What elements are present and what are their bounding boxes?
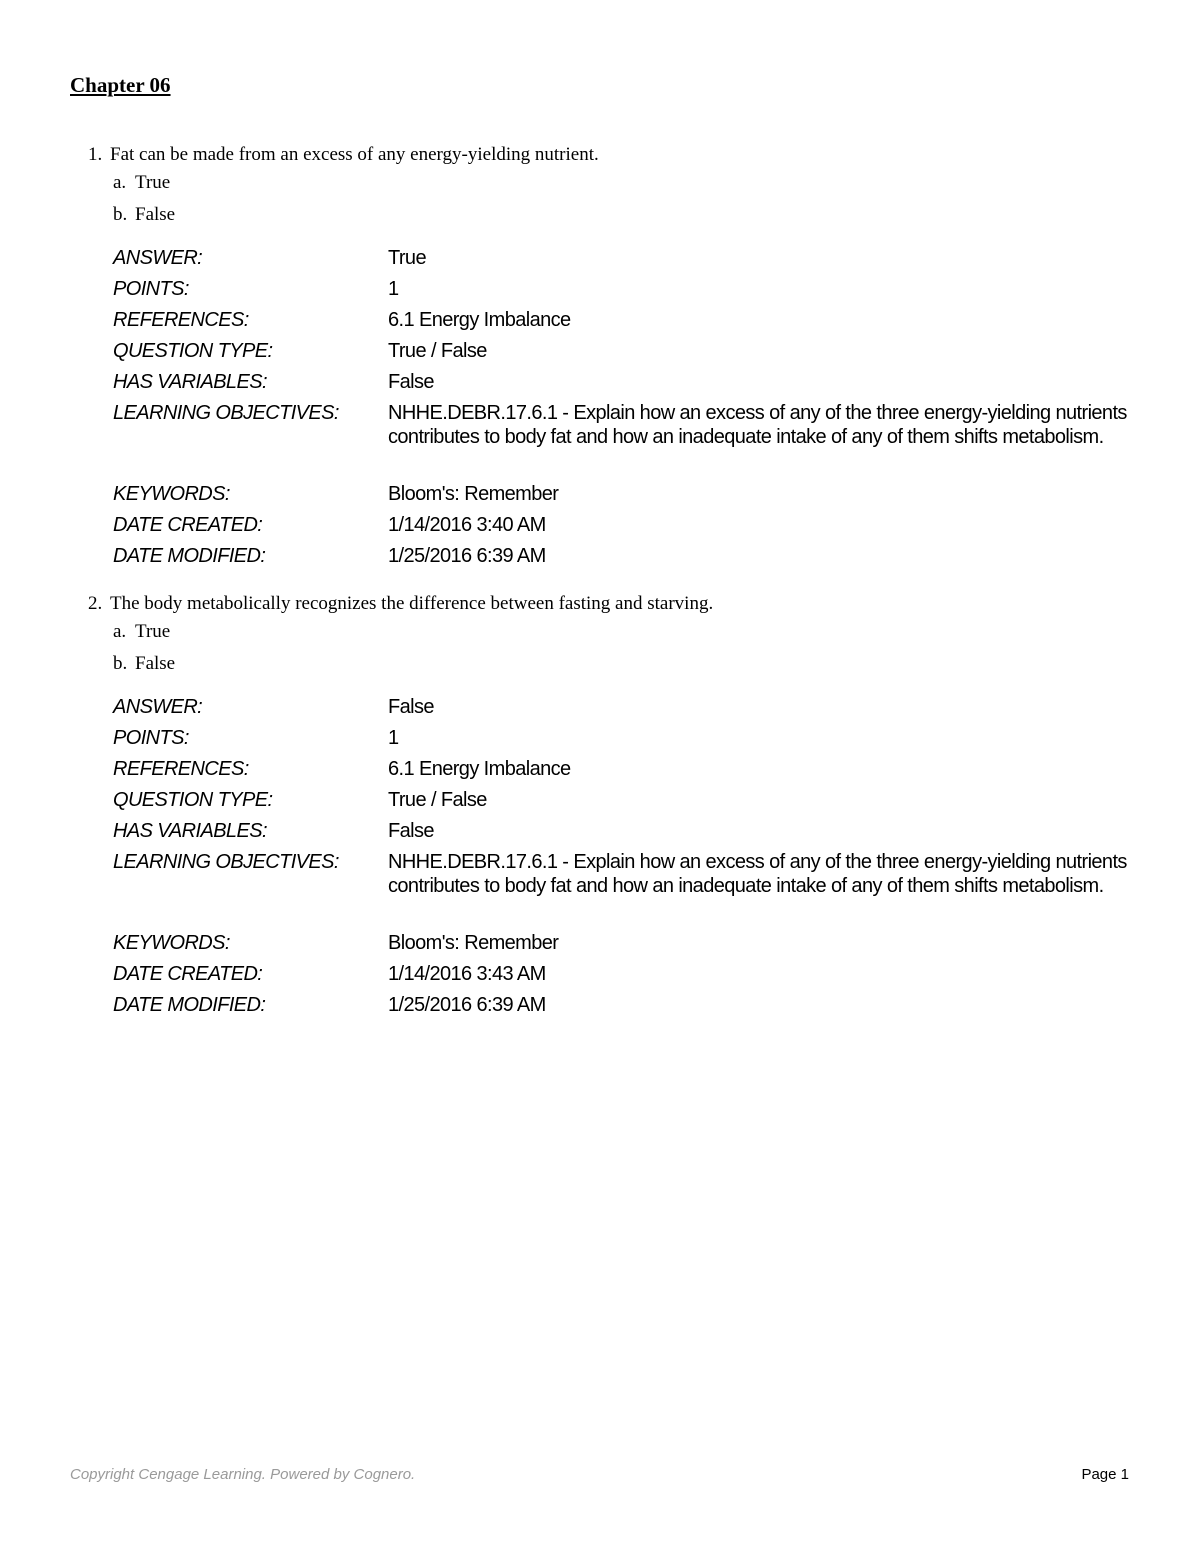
question-2 xyxy=(88,591,1148,1024)
question-1 xyxy=(88,142,1148,575)
footer-copyright: Copyright Cengage Learning. Powered by Cognero. xyxy=(70,1466,416,1483)
choice-text: True xyxy=(135,621,171,642)
meta-label: KEYWORDS: xyxy=(113,483,230,505)
meta-label: KEYWORDS: xyxy=(113,932,230,954)
meta-value: NHHE.DEBR.17.6.1 - Explain how an excess of any of the three energy-yielding nutrients contributes to body fat and how an inadequate intake of any of them shifts metabolism. xyxy=(388,402,1127,448)
meta-points xyxy=(113,726,1148,757)
meta-label: DATE CREATED: xyxy=(113,963,263,985)
meta-value: 6.1 Energy Imbalance xyxy=(388,309,571,331)
chapter-title: Chapter 06 xyxy=(70,73,171,97)
meta-label: DATE MODIFIED: xyxy=(113,994,266,1016)
meta-value: True / False xyxy=(388,789,487,811)
meta-label: POINTS: xyxy=(113,278,189,300)
meta-learning-objectives xyxy=(113,401,1148,482)
footer-page-number: Page 1 xyxy=(1081,1466,1129,1483)
meta-label: ANSWER: xyxy=(113,696,203,718)
meta-label: REFERENCES: xyxy=(113,309,249,331)
meta-references xyxy=(113,757,1148,788)
meta-label: REFERENCES: xyxy=(113,758,249,780)
choice-b xyxy=(88,202,1148,234)
meta-references xyxy=(113,308,1148,339)
meta-has-variables xyxy=(113,370,1148,401)
meta-label: ANSWER: xyxy=(113,247,203,269)
question-text: The body metabolically recognizes the difference between fasting and starving. xyxy=(110,593,714,614)
meta-value: 1 xyxy=(388,727,399,749)
choice-a xyxy=(88,619,1148,651)
choice-letter: a. xyxy=(113,621,127,642)
meta-value: 1/14/2016 3:40 AM xyxy=(388,514,546,536)
meta-date-modified xyxy=(113,993,1148,1024)
choice-text: False xyxy=(135,653,176,674)
meta-value: False xyxy=(388,371,434,393)
meta-date-created xyxy=(113,513,1148,544)
meta-date-modified xyxy=(113,544,1148,575)
meta-answer xyxy=(113,695,1148,726)
meta-value: 1/25/2016 6:39 AM xyxy=(388,545,546,567)
meta-label: HAS VARIABLES: xyxy=(113,820,267,842)
meta-label: QUESTION TYPE: xyxy=(113,789,273,811)
meta-value: 1/14/2016 3:43 AM xyxy=(388,963,546,985)
meta-answer xyxy=(113,246,1148,277)
choice-letter: b. xyxy=(113,204,128,225)
meta-label: LEARNING OBJECTIVES: xyxy=(113,851,339,873)
meta-keywords xyxy=(113,931,1148,962)
meta-question-type xyxy=(113,788,1148,819)
choice-letter: a. xyxy=(113,172,127,193)
meta-label: DATE CREATED: xyxy=(113,514,263,536)
question-number: 1. xyxy=(88,144,103,165)
meta-label: POINTS: xyxy=(113,727,189,749)
meta-points xyxy=(113,277,1148,308)
meta-label: DATE MODIFIED: xyxy=(113,545,266,567)
meta-value: 6.1 Energy Imbalance xyxy=(388,758,571,780)
question-text: Fat can be made from an excess of any energy-yielding nutrient. xyxy=(110,144,599,165)
meta-label: HAS VARIABLES: xyxy=(113,371,267,393)
question-metadata xyxy=(113,246,1148,575)
meta-value: True xyxy=(388,247,426,269)
meta-value: 1 xyxy=(388,278,399,300)
meta-learning-objectives xyxy=(113,850,1148,931)
question-metadata xyxy=(113,695,1148,1024)
meta-date-created xyxy=(113,962,1148,993)
choice-a xyxy=(88,170,1148,202)
choice-b xyxy=(88,651,1148,683)
question-stem xyxy=(88,142,1148,170)
question-stem xyxy=(88,591,1148,619)
meta-label: QUESTION TYPE: xyxy=(113,340,273,362)
meta-value: NHHE.DEBR.17.6.1 - Explain how an excess of any of the three energy-yielding nutrients contributes to body fat and how an inadequate intake of any of them shifts metabolism. xyxy=(388,851,1127,897)
meta-value: False xyxy=(388,696,434,718)
choice-letter: b. xyxy=(113,653,128,674)
question-number: 2. xyxy=(88,593,103,614)
meta-value: Bloom's: Remember xyxy=(388,483,559,505)
meta-label: LEARNING OBJECTIVES: xyxy=(113,402,339,424)
meta-value: False xyxy=(388,820,434,842)
meta-value: Bloom's: Remember xyxy=(388,932,559,954)
meta-value: 1/25/2016 6:39 AM xyxy=(388,994,546,1016)
choice-text: False xyxy=(135,204,176,225)
choice-text: True xyxy=(135,172,171,193)
meta-keywords xyxy=(113,482,1148,513)
meta-value: True / False xyxy=(388,340,487,362)
meta-has-variables xyxy=(113,819,1148,850)
meta-question-type xyxy=(113,339,1148,370)
